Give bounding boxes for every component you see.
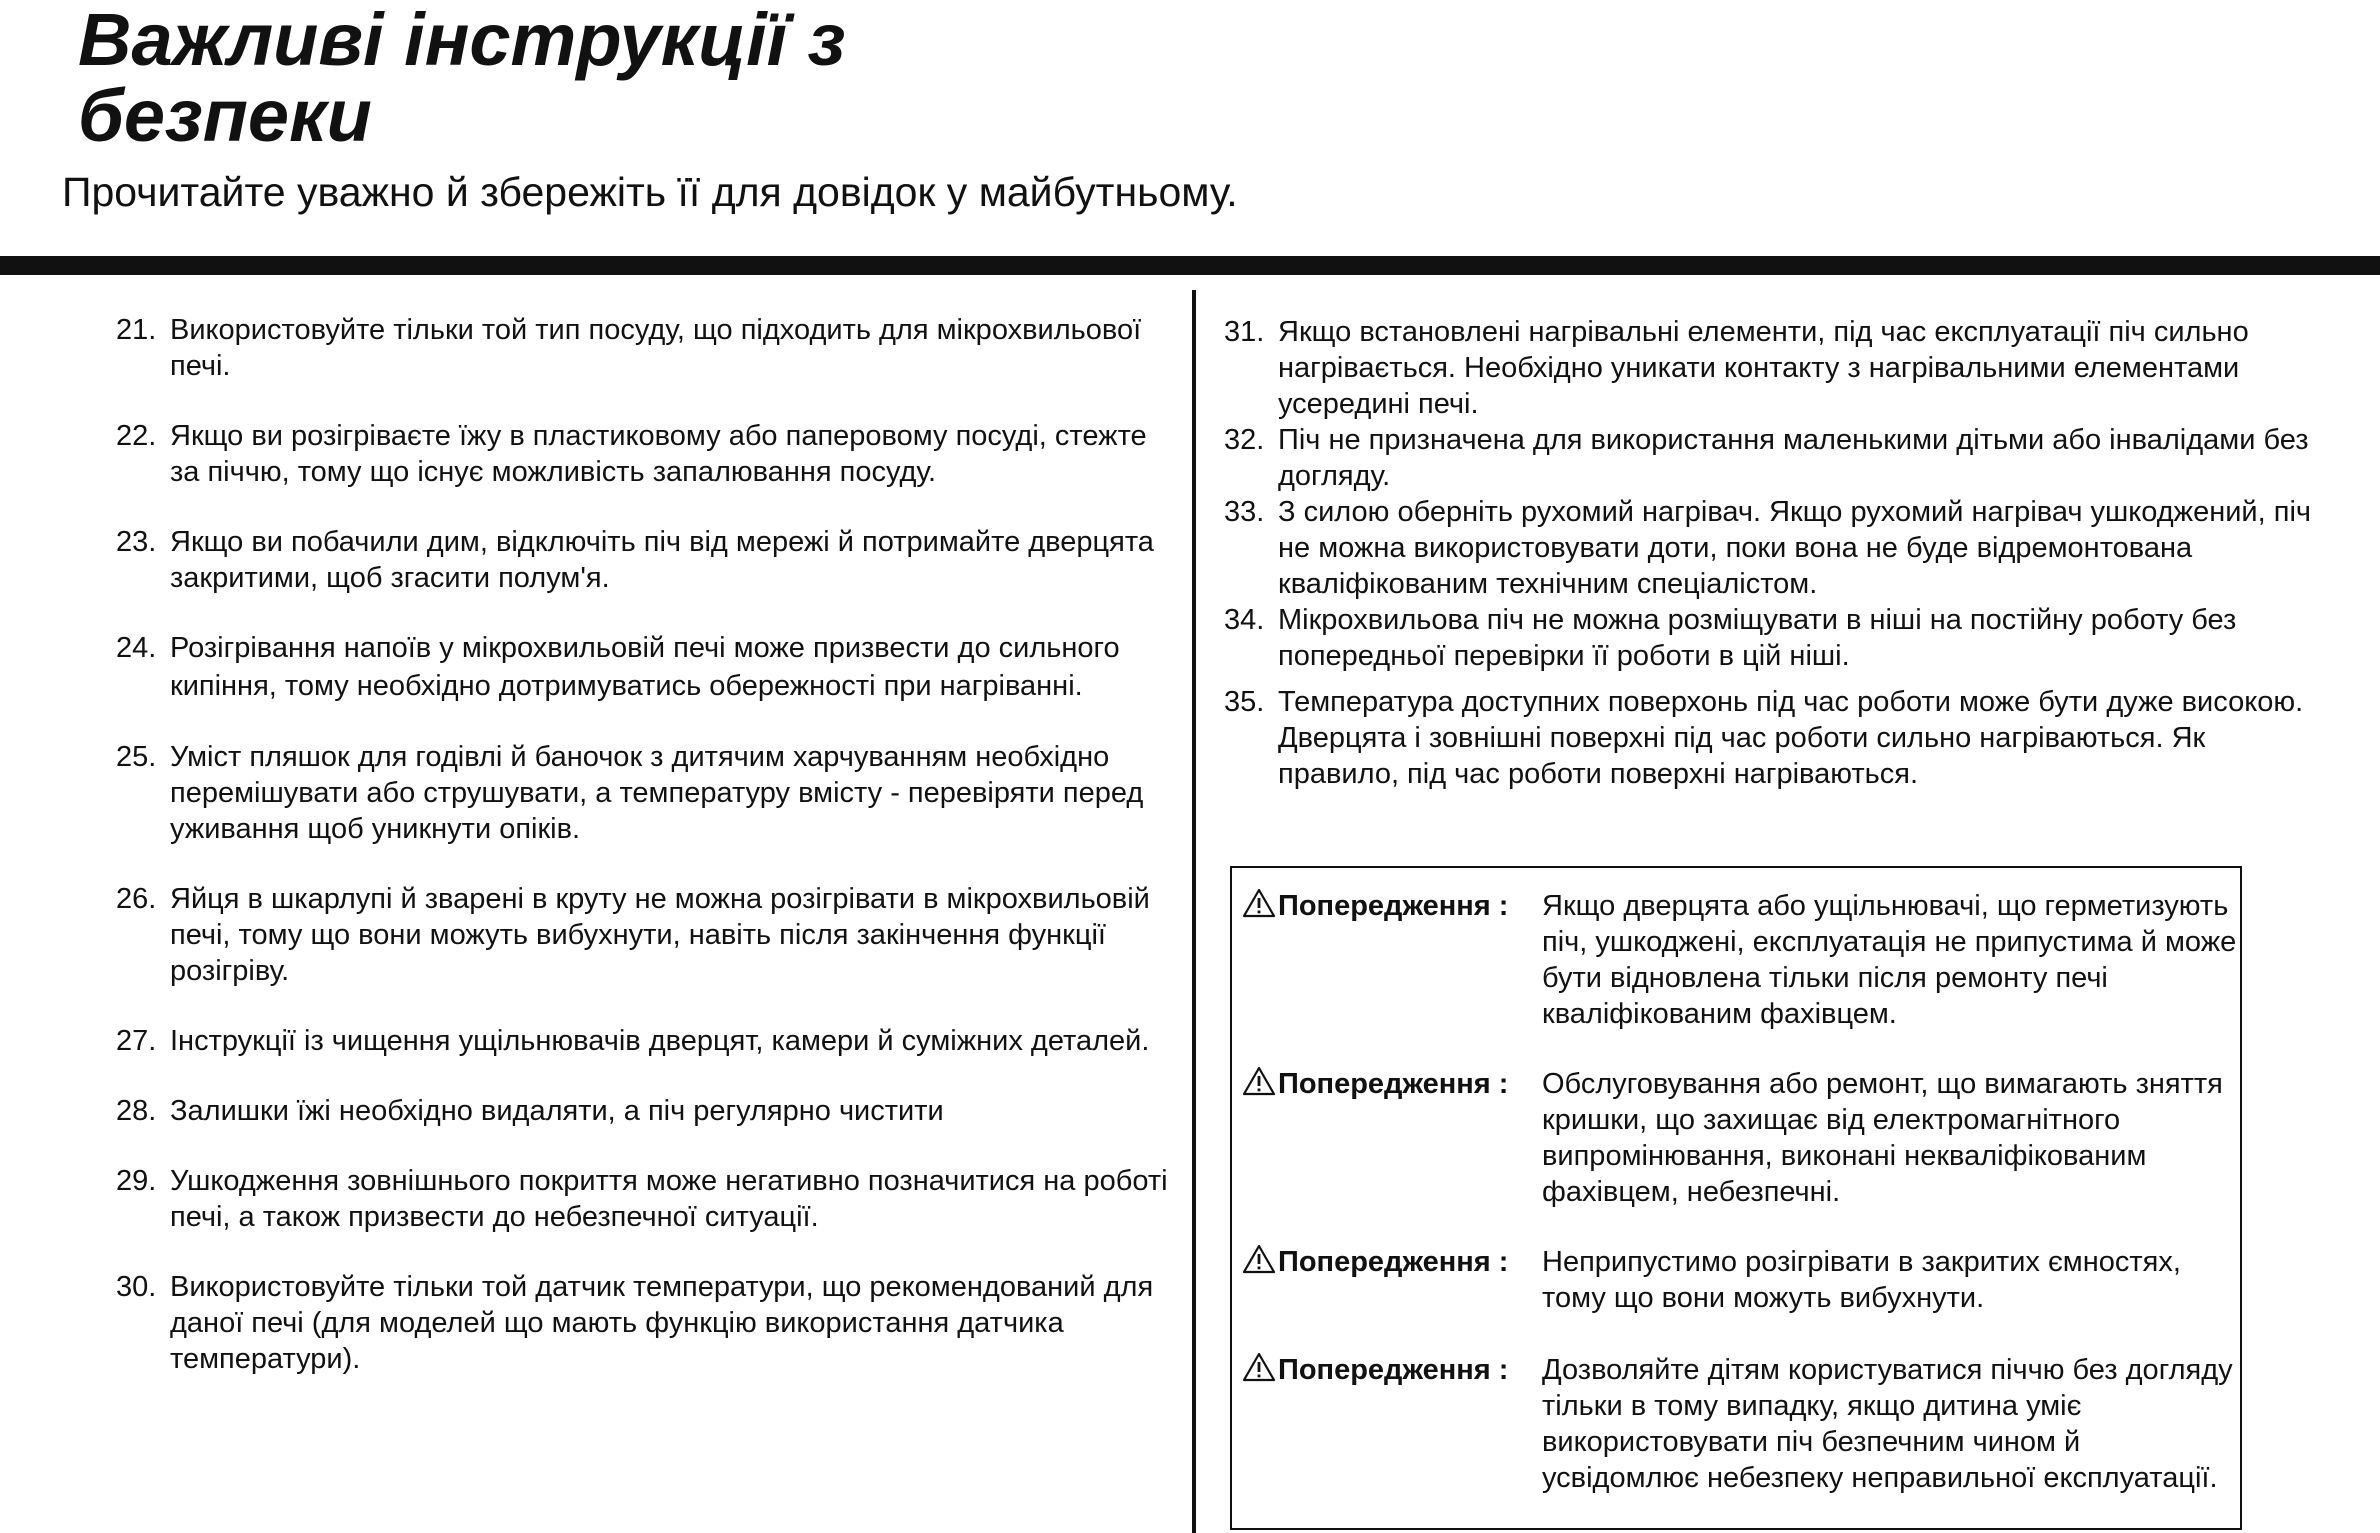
warning-text: Якщо дверцята або ущільнювачі, що герметизують піч, ушкоджені, експлуатація не припустима й може бути відновлена тільки після ремонту печі кваліфікованим фахівцем. [1542,890,2237,1030]
item-number: 30. [116,1271,157,1303]
warning-label [1242,1244,1508,1280]
item-text: Використовуйте тільки той датчик температури, що рекомендований для даної печі (для моделей що мають функцію використання датчика температури). [170,1271,1154,1375]
page-subtitle: Прочитайте уважно й збережіть її для довідок у майбутньому. [62,169,1238,215]
item-number: 27. [116,1025,157,1057]
warning-item [1242,1352,2242,1496]
item-text: Уміст пляшок для годівлі й баночок з дитячим харчуванням необхідно перемішувати або струшувати, а температуру вмісту - перевіряти перед уживання щоб уникнути опіків. [170,741,1144,845]
warning-label-text: Попередження : [1278,1246,1509,1278]
item-text: Якщо ви розігріваєте їжу в пластиковому або паперовому посуді, стежте за піччю, тому що існує можливість запалювання посуду. [170,420,1147,488]
instruction-item-25 [116,739,1176,847]
instruction-item-30 [116,1269,1176,1377]
instruction-item-27 [116,1023,1176,1059]
instruction-item-26 [116,881,1176,989]
instruction-item-31 [1224,314,2324,422]
item-text: Якщо ви побачили дим, відключіть піч від мережі й потримайте дверцята закритими, щоб згасити полум'я. [170,526,1154,594]
page-title: Важливі інструкції з безпеки [78,0,846,157]
instruction-item-33 [1224,494,2324,602]
instruction-item-24 [116,630,1176,705]
warnings-box [1230,866,2242,1530]
instructions-left-column [116,312,1176,1411]
instruction-item-35 [1224,684,2324,792]
item-text: Якщо встановлені нагрівальні елементи, під час експлуатації піч сильно нагрівається. Необхідно уникати контакту з нагрівальними елементами усередині печі. [1278,316,2249,420]
item-number: 24. [116,632,157,664]
warning-triangle-icon [1242,1352,1276,1382]
warning-item [1242,1244,2242,1316]
instruction-item-22 [116,418,1176,490]
warning-triangle-icon [1242,1066,1276,1096]
item-number: 28. [116,1095,157,1127]
item-number: 32. [1224,424,1265,456]
instruction-item-29 [116,1163,1176,1235]
warning-text: Неприпустимо розігрівати в закритих ємностях, тому що вони можуть вибухнути. [1542,1246,2181,1314]
item-number: 35. [1224,686,1265,718]
warning-label-text: Попередження : [1278,1354,1509,1386]
item-number: 33. [1224,496,1265,528]
warning-text: Дозволяйте дітям користуватися піччю без догляду тільки в тому випадку, якщо дитина уміє використовувати піч безпечним чином й усвідомлює небезпеку неправильної експлуатації. [1542,1354,2233,1494]
item-text: Ушкодження зовнішнього покриття може негативно позначитися на роботі печі, а також призвести до небезпечної ситуації. [170,1165,1168,1233]
item-number: 25. [116,741,157,773]
warning-label [1242,1352,1508,1388]
warning-label-text: Попередження : [1278,890,1509,922]
item-text: Яйця в шкарлупі й зварені в круту не можна розігрівати в мікрохвильовій печі, тому що вони можуть вибухнути, навіть після закінчення функції розігріву. [170,883,1150,987]
item-number: 22. [116,420,157,452]
warning-label [1242,1066,1508,1102]
item-text: Піч не призначена для використання маленькими дітьми або інвалідами без догляду. [1278,424,2309,492]
item-number: 31. [1224,316,1265,348]
item-text: З силою оберніть рухомий нагрівач. Якщо рухомий нагрівач ушкоджений, піч не можна використовувати доти, поки вона не буде відремонтована кваліфікованим технічним спеціалістом. [1278,496,2311,600]
header-rule [0,256,2380,275]
instruction-item-21 [116,312,1176,384]
item-number: 21. [116,314,157,346]
item-number: 23. [116,526,157,558]
warning-text: Обслуговування або ремонт, що вимагають зняття кришки, що захищає від електромагнітного випромінювання, виконані некваліфікованим фахівцем, небезпечні. [1542,1068,2223,1208]
item-number: 34. [1224,604,1265,636]
warning-item [1242,888,2242,1032]
item-text: Розігрівання напоїв у мікрохвильовій печі може призвести до сильного кипіння, тому необхідно дотримуватись обережності при нагріванні. [170,632,1120,702]
instruction-item-23 [116,524,1176,596]
instruction-item-28 [116,1093,1176,1129]
column-divider [1192,290,1196,1533]
instruction-item-32 [1224,422,2324,494]
warning-label-text: Попередження : [1278,1068,1509,1100]
instructions-right-column [1224,314,2324,792]
item-text: Використовуйте тільки той тип посуду, що підходить для мікрохвильової печі. [170,314,1142,382]
item-number: 26. [116,883,157,915]
instruction-item-34 [1224,602,2324,674]
warning-item [1242,1066,2242,1210]
item-text: Інструкції із чищення ущільнювачів дверцят, камери й суміжних деталей. [170,1025,1150,1057]
item-text: Температура доступних поверхонь під час роботи може бути дуже високою. Дверцята і зовнішні поверхні під час роботи сильно нагріваються. Як правило, під час роботи поверхні нагріваються. [1278,686,2304,790]
warning-triangle-icon [1242,1244,1276,1274]
warning-label [1242,888,1508,924]
item-text: Мікрохвильова піч не можна розміщувати в ніші на постійну роботу без попередньої перевірки її роботи в цій ніші. [1278,604,2237,672]
warning-triangle-icon [1242,888,1276,918]
item-number: 29. [116,1165,157,1197]
item-text: Залишки їжі необхідно видаляти, а піч регулярно чистити [170,1095,944,1127]
